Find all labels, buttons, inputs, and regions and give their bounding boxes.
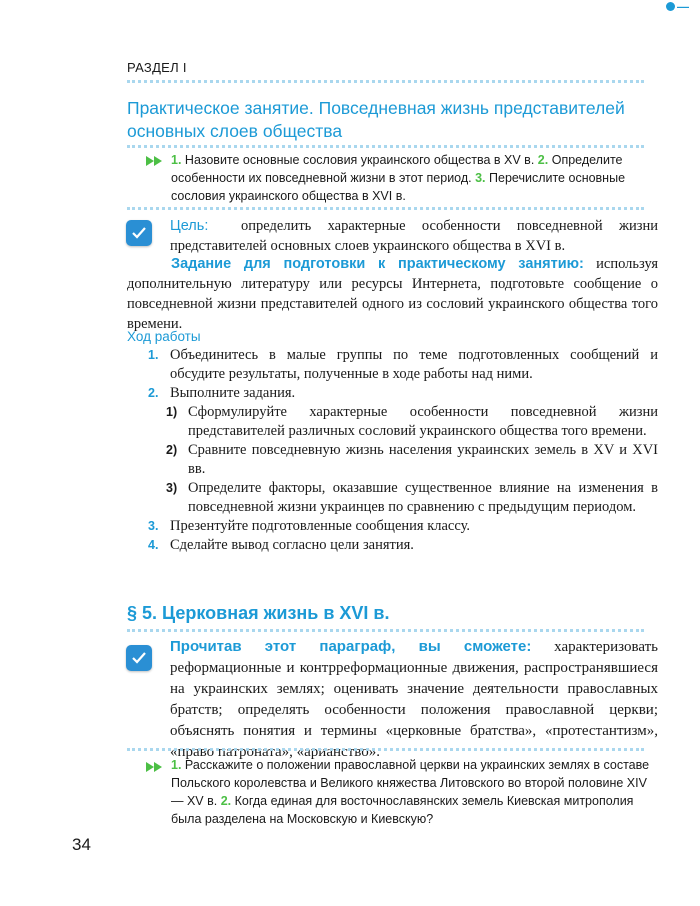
list-item [148,517,658,536]
question-text: Назовите основные сословия украинского общества в XV в. [184,153,535,167]
step-number: 2. [148,386,159,400]
question-text: Определите особенности их повседневной жизни в этот период. [171,153,623,185]
question-number: 3. [475,171,486,185]
substep-text: Сравните повседневную жизнь населения украинских земель в XV и XVI вв. [188,442,658,477]
prep-task-text: используя дополнительную литературу или ресурсы Интернета, подготовьте сообщение о повседневной жизни представителей одного из сословий украинского общества того времени. [127,256,659,332]
publisher-logo-text: ▬▬▬ [677,4,689,9]
question-text: Расскажите о положении православной церкви на украинских землях в составе Польского королевства и Великого княжества Литовского во второй половине XIV — XV в. [171,758,650,808]
step-text: Презентуйте подготовленные сообщения классу. [170,518,471,534]
divider [127,80,644,83]
sub-list-item [148,403,658,441]
goal-text: определить характерные особенности повседневной жизни представителей основных слоев украинского общества в XVI в. [170,218,658,254]
sub-list-item [148,479,658,517]
substep-number: 3) [166,481,178,495]
substep-number: 2) [166,443,178,457]
objectives-block [170,636,658,763]
prep-task-label: Задание для подготовки к практическому занятию: [171,256,584,272]
step-text: Выполните задания. [170,385,296,401]
section-label: РАЗДЕЛ I [127,60,187,75]
publisher-logo [666,2,696,11]
step-number: 3. [148,519,159,533]
double-arrow-icon [146,156,164,166]
work-heading: Ход работы [127,329,201,344]
question-number: 2. [220,794,232,808]
paragraph-heading: § 5. Церковная жизнь в XVI в. [127,603,390,623]
pre-questions [171,151,657,205]
step-text: Сделайте вывод согласно цели занятия. [170,537,414,553]
question-number: 1. [171,153,182,167]
substep-text: Сформулируйте характерные особенности повседневной жизни представителей различных сословий украинского общества того времени. [188,404,658,439]
list-item [148,346,658,384]
prep-task [127,254,658,334]
objectives-label: Прочитав этот параграф, вы сможете: [170,638,532,655]
list-item [148,384,658,403]
objectives-text: характеризовать реформационные и контрреформационные движения, распространявшиеся на украинских землях; оценивать значение деятельности православных братств; определять особенности положения православной церкви; объяснять понятия и термины «церковные братства», «протестантизм», «право патроната», «арианство». [170,639,659,760]
review-questions [171,756,657,828]
work-steps [148,346,658,555]
list-item [148,536,658,555]
goal-block [170,216,658,256]
substep-number: 1) [166,405,178,419]
question-number: 2. [537,153,549,167]
step-number: 4. [148,538,159,552]
step-number: 1. [148,348,159,362]
checkbox-icon [126,645,152,671]
question-text: Когда единая для восточнославянских земель Киевская митрополия была разделена на Московскую и Киевскую? [171,794,634,826]
question-text: Перечислите основные сословия украинского общества в XVI в. [171,171,626,203]
question-number: 1. [171,758,182,772]
practical-title: Практическое занятие. Повседневная жизнь представителей основных слоев общества [127,98,625,141]
page-number: 34 [72,835,91,854]
step-text: Объединитесь в малые группы по теме подготовленных сообщений и обсудите результаты, полученные в ходе работы над ними. [170,347,658,382]
divider [127,748,644,751]
double-arrow-icon [146,762,164,772]
publisher-logo-icon [666,2,675,11]
goal-label: Цель: [170,218,209,234]
sub-list-item [148,441,658,479]
divider [127,145,644,148]
checkbox-icon [126,220,152,246]
divider [127,629,644,632]
substep-text: Определите факторы, оказавшие существенное влияние на изменения в повседневной жизни украинцев по сравнению с предыдущим периодом. [188,480,658,515]
divider [127,207,644,210]
